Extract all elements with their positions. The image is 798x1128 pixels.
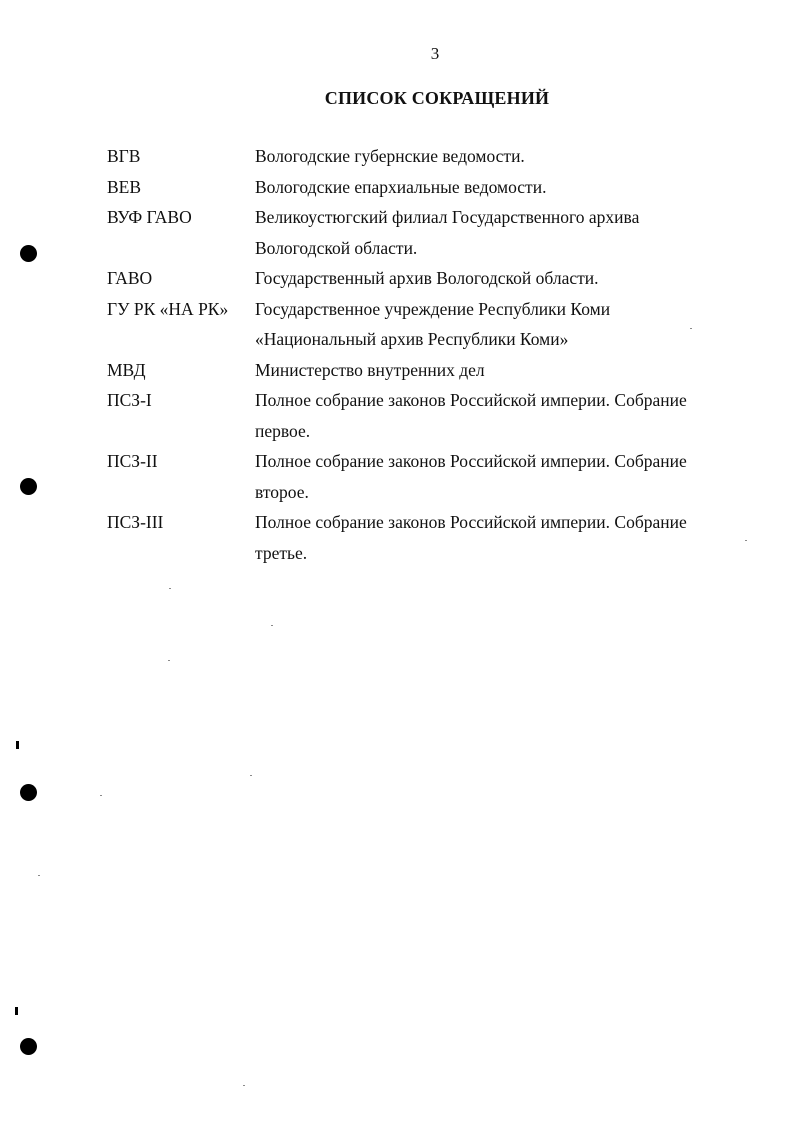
abbreviation-definition: Вологодские губернские ведомости.: [255, 146, 525, 166]
abbreviation-term: ВГВ: [107, 146, 141, 166]
abbreviation-definition: Государственное учреждение Республики Коми «Национальный архив Республики Коми»: [255, 298, 611, 349]
scan-speck: [271, 625, 273, 626]
abbreviation-term: ВЕВ: [107, 176, 142, 197]
abbreviation-row: [107, 141, 727, 172]
punch-hole: [20, 245, 37, 262]
abbreviation-list: [107, 141, 727, 568]
abbreviation-definition: Полное собрание законов Российской империи. Собрание первое.: [255, 390, 687, 441]
abbreviation-definition: Вологодские епархиальные ведомости.: [255, 176, 547, 197]
abbreviation-term: ГУ РК «НА РК»: [107, 298, 229, 319]
abbreviation-definition: Полное собрание законов Российской империи. Собрание второе.: [255, 451, 687, 502]
punch-hole: [20, 1038, 37, 1055]
punch-hole: [20, 478, 37, 495]
abbreviation-row: [107, 446, 727, 507]
scan-speck: [250, 775, 252, 776]
abbreviation-term: ПСЗ-I: [107, 390, 152, 410]
scan-speck: [169, 588, 171, 589]
abbreviation-term: МВД: [107, 359, 146, 380]
abbreviation-definition: Великоустюгский филиал Государственного архива Вологодской области.: [255, 207, 640, 258]
abbreviation-row: [107, 355, 727, 386]
abbreviation-row: [107, 385, 727, 446]
abbreviation-row: [107, 294, 727, 355]
scan-speck: [745, 540, 747, 541]
abbreviation-term: ГАВО: [107, 268, 153, 288]
scan-speck: [38, 875, 40, 876]
abbreviation-term: ПСЗ-III: [107, 512, 164, 532]
scan-mark: [16, 741, 19, 749]
abbreviation-definition: Государственный архив Вологодской области.: [255, 268, 599, 288]
abbreviation-row: [107, 507, 727, 568]
scan-speck: [100, 795, 102, 796]
scan-speck: [243, 1085, 245, 1086]
punch-hole: [20, 784, 37, 801]
abbreviation-term: ПСЗ-II: [107, 451, 158, 471]
abbreviation-term: ВУФ ГАВО: [107, 207, 192, 227]
page-number: 3: [430, 44, 440, 63]
abbreviation-row: [107, 172, 727, 203]
abbreviation-row: [107, 202, 727, 263]
abbreviation-definition: Министерство внутренних дел: [255, 359, 485, 380]
abbreviation-definition: Полное собрание законов Российской империи. Собрание третье.: [255, 512, 687, 563]
scan-mark: [15, 1007, 18, 1015]
scan-speck: [168, 660, 170, 661]
page-title: СПИСОК СОКРАЩЕНИЙ: [324, 88, 550, 108]
abbreviation-row: [107, 263, 727, 294]
scan-speck: [690, 328, 692, 329]
